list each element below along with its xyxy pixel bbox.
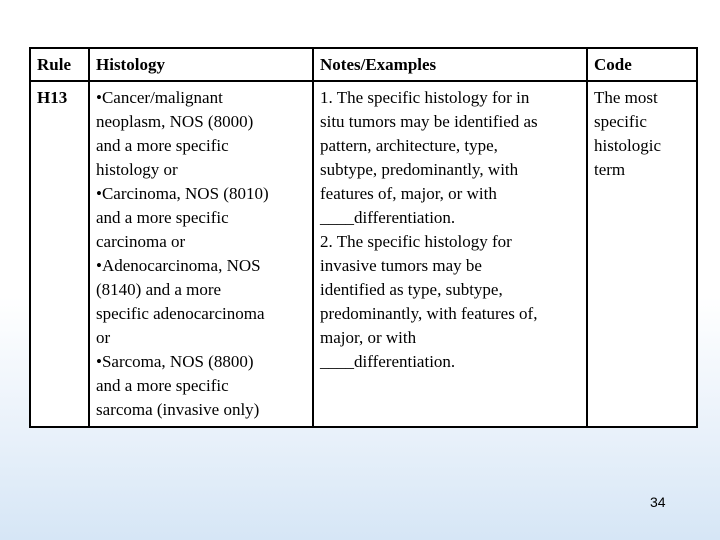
code-line: specific: [594, 112, 647, 131]
histology-line: carcinoma or: [96, 232, 186, 251]
notes-line: invasive tumors may be: [320, 256, 482, 275]
code-line: histologic: [594, 136, 662, 155]
notes-line: predominantly, with features of,: [320, 304, 538, 323]
histology-line: neoplasm, NOS (8000): [96, 112, 254, 131]
table-row: [30, 81, 697, 427]
notes-line: major, or with: [320, 328, 417, 347]
notes-line: features of, major, or with: [320, 184, 497, 203]
header-rule: Rule: [30, 48, 89, 81]
notes-line: ____differentiation.: [320, 208, 456, 227]
rule-id: H13: [37, 88, 68, 107]
notes-line: subtype, predominantly, with: [320, 160, 519, 179]
histology-line: histology or: [96, 160, 178, 179]
table-header-row: [30, 48, 697, 81]
notes-line: ____differentiation.: [320, 352, 456, 371]
histology-line: specific adenocarcinoma: [96, 304, 265, 323]
header-notes: Notes/Examples: [313, 48, 587, 81]
header-code: Code: [587, 48, 697, 81]
histology-cell: [89, 81, 313, 427]
header-histology: Histology: [89, 48, 313, 81]
notes-line: situ tumors may be identified as: [320, 112, 538, 131]
notes-line: 2. The specific histology for: [320, 232, 512, 251]
histology-line: •Carcinoma, NOS (8010): [96, 184, 269, 203]
notes-cell: [313, 81, 587, 427]
histology-line: or: [96, 328, 111, 347]
histology-line: sarcoma (invasive only): [96, 400, 260, 419]
code-line: term: [594, 160, 626, 179]
rule-cell: [30, 81, 89, 427]
histology-line: and a more specific: [96, 136, 229, 155]
histology-line: •Adenocarcinoma, NOS: [96, 256, 261, 275]
histology-line: •Cancer/malignant: [96, 88, 223, 107]
notes-line: pattern, architecture, type,: [320, 136, 498, 155]
histology-line: •Sarcoma, NOS (8800): [96, 352, 254, 371]
code-cell: [587, 81, 697, 427]
notes-line: 1. The specific histology for in: [320, 88, 530, 107]
page-number: 34: [650, 494, 666, 510]
histology-line: (8140) and a more: [96, 280, 222, 299]
rules-table: [29, 47, 698, 428]
histology-line: and a more specific: [96, 208, 229, 227]
notes-line: identified as type, subtype,: [320, 280, 503, 299]
code-line: The most: [594, 88, 658, 107]
histology-line: and a more specific: [96, 376, 229, 395]
